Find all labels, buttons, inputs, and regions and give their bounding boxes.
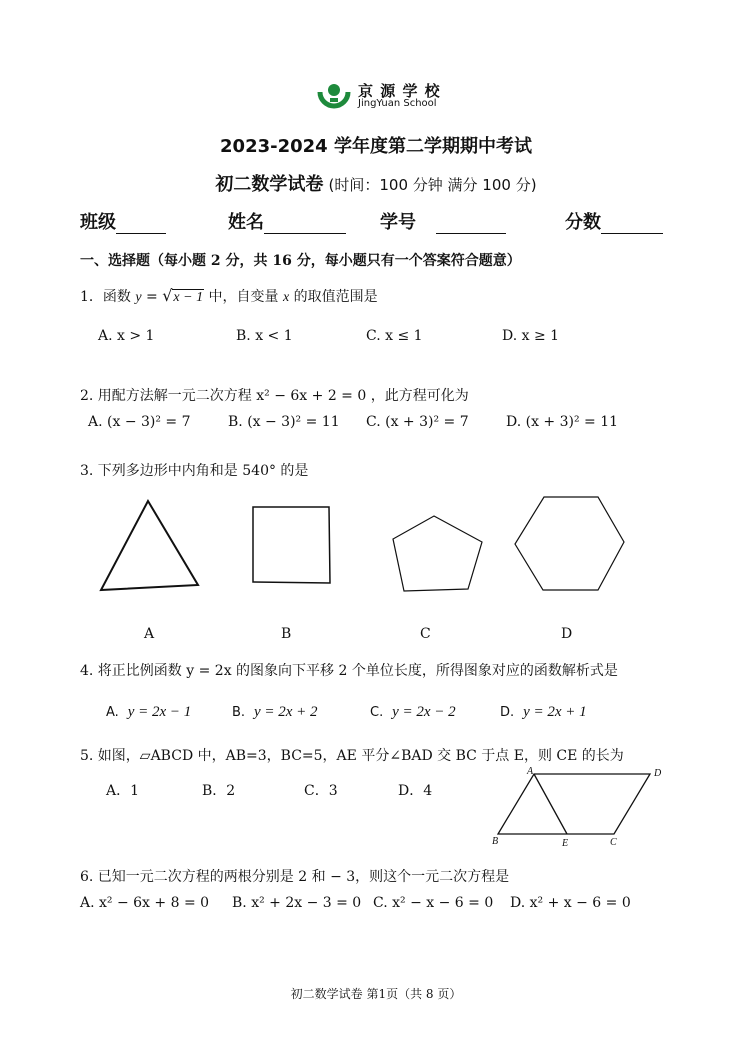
pentagon-figure[interactable]	[390, 512, 486, 596]
question-2: 2. 用配方法解一元二次方程 x² − 6x + 2 = 0 ，此方程可化为	[80, 388, 469, 404]
q4-letter-b: B.	[232, 705, 246, 720]
q4-formula-c: y = 2x − 2	[392, 704, 456, 720]
logo-icon	[314, 80, 354, 114]
q2-option-c[interactable]: C. (x + 3)² = 7	[366, 414, 469, 430]
question-1	[80, 286, 378, 306]
field-score-label: 分数	[565, 212, 601, 233]
q4-option-a[interactable]	[106, 704, 191, 721]
q4-option-b[interactable]	[232, 704, 318, 721]
figure-label-c: C	[610, 837, 617, 848]
q4-letter-c: C.	[370, 705, 384, 720]
q1-prefix: 1．函数	[80, 289, 136, 305]
q3-label-d: D	[561, 626, 573, 642]
q5-option-c[interactable]: C．3	[304, 783, 338, 799]
q1-y: y	[135, 290, 142, 305]
field-class	[80, 208, 166, 234]
q5-option-b[interactable]: B．2	[202, 783, 236, 799]
field-name-label: 姓名	[228, 212, 264, 233]
q1-option-b[interactable]: B. x < 1	[236, 328, 293, 344]
figure-label-b: B	[492, 836, 499, 847]
field-class-label: 班级	[80, 212, 116, 233]
question-3: 3. 下列多边形中内角和是 540° 的是	[80, 463, 309, 479]
q3-label-a: A	[144, 626, 155, 642]
field-name	[228, 208, 346, 234]
q1-suffix2: 的取值范围是	[289, 289, 378, 305]
exam-title: 2023-2024 学年度第二学期期中考试	[220, 136, 532, 157]
field-name-blank[interactable]	[264, 215, 346, 234]
q4-formula-d: y = 2x + 1	[523, 704, 587, 720]
q5-option-d[interactable]: D．4	[398, 783, 433, 799]
square-figure[interactable]	[250, 503, 334, 587]
school-name-cn: 京 源 学 校	[358, 82, 441, 100]
q1-eq: =	[141, 289, 163, 305]
question-4: 4. 将正比例函数 y = 2x 的图象向下平移 2 个单位长度，所得图象对应的函数解析式是	[80, 663, 618, 679]
section-title: 一、选择题（每小题 2 分，共 16 分，每小题只有一个答案符合题意）	[80, 253, 521, 269]
figure-label-d: D	[654, 768, 662, 779]
field-id-blank[interactable]	[436, 215, 506, 234]
q6-option-d[interactable]: D. x² + x − 6 = 0	[510, 895, 631, 911]
parallelogram-figure	[490, 764, 670, 854]
field-id-label: 学号	[380, 212, 416, 233]
field-score	[565, 208, 663, 234]
page-footer: 初二数学试卷 第1页（共 8 页）	[290, 987, 462, 1001]
q4-letter-a: A.	[106, 705, 119, 720]
field-score-blank[interactable]	[601, 215, 663, 234]
q5-option-a[interactable]: A．1	[106, 783, 140, 799]
q1-option-c[interactable]: C. x ≤ 1	[366, 328, 423, 344]
field-id	[380, 208, 506, 234]
q2-option-a[interactable]: A. (x − 3)² = 7	[88, 414, 191, 430]
q4-option-c[interactable]	[370, 704, 456, 721]
q1-radicand: x − 1	[173, 290, 204, 305]
q2-option-d[interactable]: D. (x + 3)² = 11	[506, 414, 619, 430]
figure-label-a: A	[527, 766, 534, 777]
q3-label-c: C	[420, 626, 431, 642]
subject-line	[0, 170, 752, 196]
q1-var: x	[283, 290, 290, 305]
subject-note: (时间：100 分钟 满分 100 分)	[328, 176, 537, 194]
q6-option-b[interactable]: B. x² + 2x − 3 = 0	[232, 895, 362, 911]
q4-formula-b: y = 2x + 2	[253, 704, 318, 720]
question-5: 5. 如图，▱ABCD 中，AB=3，BC=5，AE 平分∠BAD 交 BC 于点 E，则 CE 的长为	[80, 748, 624, 764]
school-name-en: JingYuan School	[358, 98, 437, 109]
subject-title: 初二数学试卷	[215, 174, 324, 195]
q6-option-c[interactable]: C. x² − x − 6 = 0	[373, 895, 494, 911]
q1-suffix: 中，自变量	[204, 289, 283, 305]
q4-option-d[interactable]	[500, 704, 587, 721]
q2-option-b[interactable]: B. (x − 3)² = 11	[228, 414, 340, 430]
field-class-blank[interactable]	[116, 215, 166, 234]
figure-label-e: E	[562, 838, 569, 849]
hexagon-figure[interactable]	[510, 494, 628, 596]
q6-option-a[interactable]: A. x² − 6x + 8 = 0	[80, 895, 210, 911]
q4-formula-a: y = 2x − 1	[127, 704, 192, 720]
q1-sqrt: √	[162, 286, 173, 305]
q4-letter-d: D.	[500, 705, 515, 720]
question-6: 6. 已知一元二次方程的两根分别是 2 和 − 3，则这个一元二次方程是	[80, 869, 510, 885]
q1-option-d[interactable]: D. x ≥ 1	[502, 328, 560, 344]
q3-label-b: B	[281, 626, 292, 642]
q1-option-a[interactable]: A. x > 1	[98, 328, 155, 344]
triangle-figure[interactable]	[96, 497, 206, 597]
